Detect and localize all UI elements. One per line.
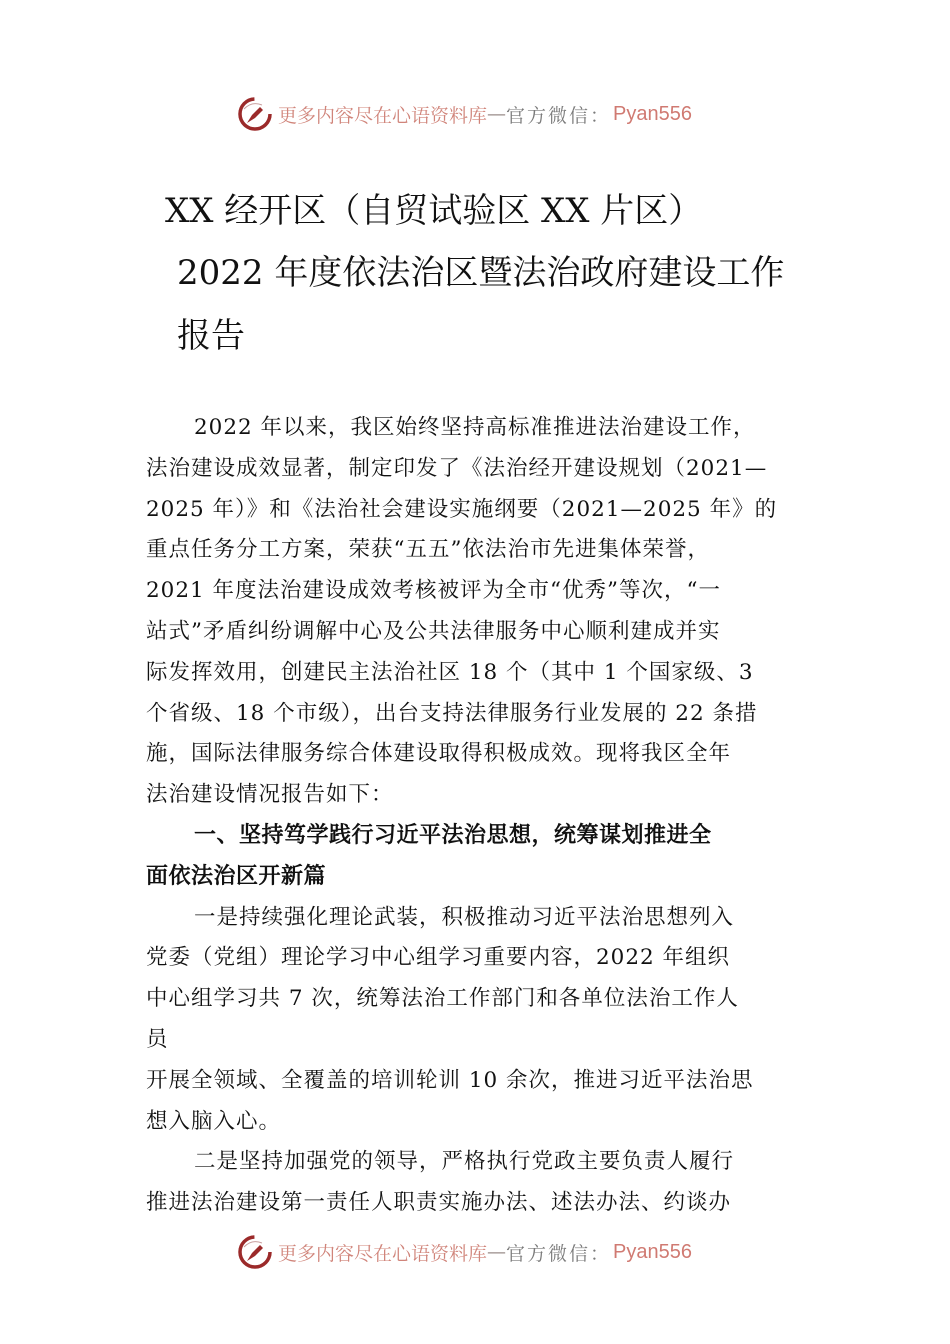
body-line: 党委（党组）理论学习中心组学习重要内容，2022 年组织 bbox=[146, 945, 731, 971]
body-line: 2021 年度法治建设成效考核被评为全市“优秀”等次，“一 bbox=[146, 578, 722, 604]
body-line: 重点任务分工方案，荣获“五五”依法治市先进集体荣誉， bbox=[146, 537, 710, 563]
body-line: 2022 年以来，我区始终坚持高标准推进法治建设工作， bbox=[194, 415, 756, 440]
body-line: 推进法治建设第一责任人职责实施办法、述法办法、约谈办 bbox=[146, 1190, 732, 1216]
watermark-header bbox=[238, 94, 692, 134]
watermark-brand-text: 更多内容尽在心语资料库 bbox=[278, 104, 488, 127]
watermark-dash: — bbox=[487, 103, 507, 125]
body-line: 际发挥效用，创建民主法治社区 18 个（其中 1 个国家级、3 bbox=[146, 659, 754, 685]
watermark-footer bbox=[238, 1232, 692, 1272]
body-line: 开展全领域、全覆盖的培训轮训 10 余次，推进习近平法治思 bbox=[146, 1067, 754, 1093]
watermark-wechat-id: Pyan556 bbox=[613, 102, 692, 125]
body-line: 法治建设情况报告如下： bbox=[146, 782, 394, 808]
pen-logo-icon bbox=[238, 97, 272, 131]
body-line: 二是坚持加强党的领导，严格执行党政主要负责人履行 bbox=[194, 1149, 735, 1175]
watermark-wechat-label: 官方微信： bbox=[506, 1242, 612, 1265]
watermark-wechat-label: 官方微信： bbox=[506, 104, 612, 127]
section-heading-1: 一、坚持笃学践行习近平法治思想，统筹谋划推进全 bbox=[194, 822, 712, 848]
watermark-wechat-id: Pyan556 bbox=[613, 1240, 692, 1263]
document-title-line-3: 报告 bbox=[177, 316, 245, 356]
body-line: 施，国际法律服务综合体建设取得积极成效。现将我区全年 bbox=[146, 741, 732, 767]
body-line: 2025 年）》和《法治社会建设实施纲要（2021—2025 年》的 bbox=[146, 496, 778, 522]
document-body bbox=[146, 408, 818, 1224]
body-line: 个省级、18 个市级），出台支持法律服务行业发展的 22 条措 bbox=[146, 700, 758, 726]
document-title-line-2: 2022 年度依法治区暨法治政府建设工作 bbox=[177, 253, 785, 293]
pen-logo-icon bbox=[238, 1235, 272, 1269]
section-heading-1-cont: 面依法治区开新篇 bbox=[146, 863, 327, 889]
body-line: 站式”矛盾纠纷调解中心及公共法律服务中心顺利建成并实 bbox=[146, 618, 721, 644]
body-line: 一是持续强化理论武装，积极推动习近平法治思想列入 bbox=[194, 904, 735, 930]
watermark-brand-text: 更多内容尽在心语资料库 bbox=[278, 1242, 488, 1265]
body-line: 法治建设成效显著，制定印发了《法治经开建设规划（2021— bbox=[146, 455, 768, 481]
body-line: 员 bbox=[146, 1026, 169, 1052]
body-line: 想入脑入心。 bbox=[146, 1108, 282, 1134]
body-line: 中心组学习共 7 次，统筹法治工作部门和各单位法治工作人 bbox=[146, 986, 739, 1012]
document-title-line-1: XX 经开区（自贸试验区 XX 片区） bbox=[165, 191, 703, 231]
watermark-dash: — bbox=[487, 1241, 507, 1263]
